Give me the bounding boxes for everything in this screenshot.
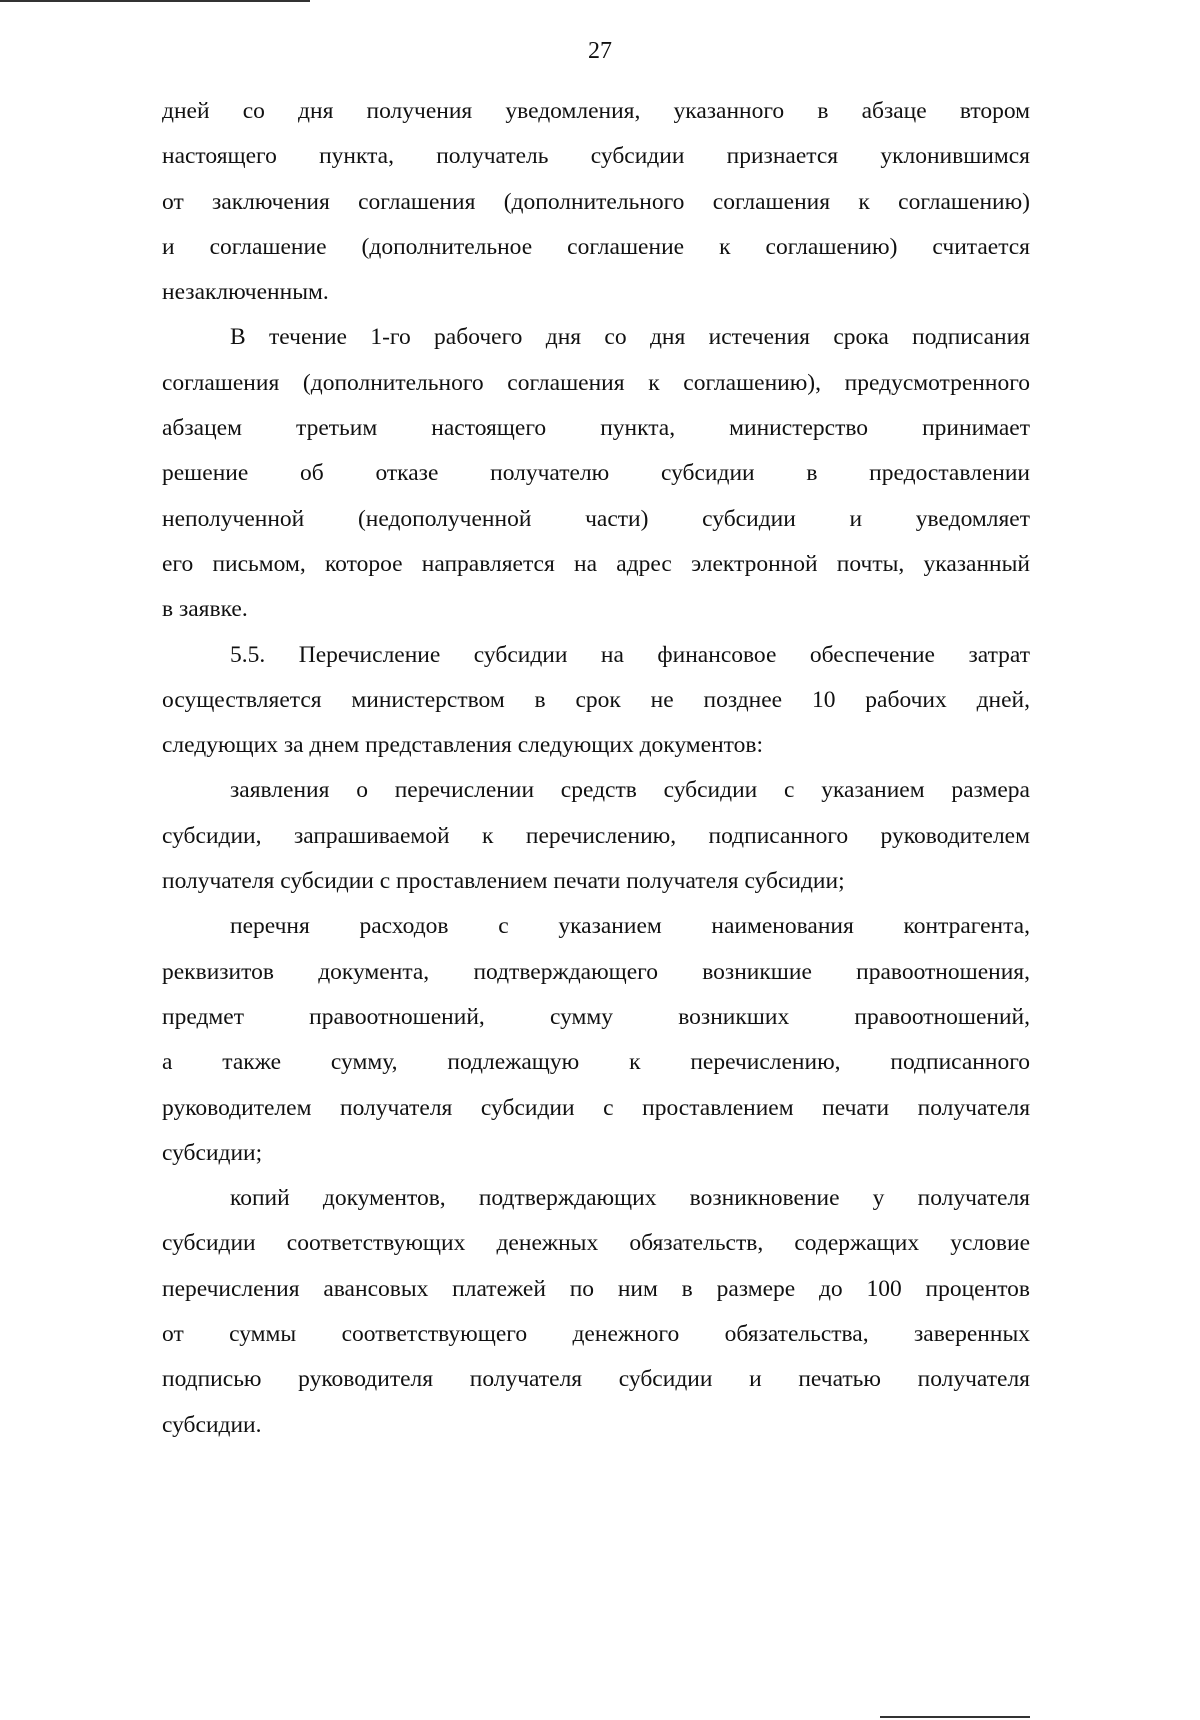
paragraph xyxy=(162,904,1030,1176)
text-line: соглашения (дополнительного соглашения к соглашению), предусмотренного xyxy=(162,369,1030,396)
page-number: 27 xyxy=(588,38,612,64)
text-line: субсидии, запрашиваемой к перечислению, подписанного руководителем xyxy=(162,822,1030,849)
text-line: субсидии; xyxy=(162,1139,263,1166)
text-line: настоящего пункта, получатель субсидии признается уклонившимся xyxy=(162,143,1030,170)
text-line: от суммы соответствующего денежного обязательства, заверенных xyxy=(162,1321,1030,1348)
text-line: незаключенным. xyxy=(162,279,329,306)
text-line: следующих за днем представления следующих документов: xyxy=(162,732,764,759)
paragraph xyxy=(162,1176,1030,1448)
text-line: в заявке. xyxy=(162,596,248,623)
text-line: его письмом, которое направляется на адрес электронной почты, указанный xyxy=(162,550,1030,577)
paragraph xyxy=(162,768,1030,904)
text-line: осуществляется министерством в срок не позднее 10 рабочих дней, xyxy=(162,686,1030,713)
text-line: получателя субсидии с проставлением печати получателя субсидии; xyxy=(162,868,845,895)
text-line: абзацем третьим настоящего пункта, министерство принимает xyxy=(162,415,1030,442)
text-line: 5.5. Перечисление субсидии на финансовое обеспечение затрат xyxy=(230,641,1030,668)
scan-artifact-bottom xyxy=(880,1716,1030,1718)
text-line: В течение 1-го рабочего дня со дня истечения срока подписания xyxy=(230,324,1030,351)
text-line: субсидии соответствующих денежных обязательств, содержащих условие xyxy=(162,1230,1030,1257)
text-line: решение об отказе получателю субсидии в предоставлении xyxy=(162,460,1030,487)
text-line: заявления о перечислении средств субсидии с указанием размера xyxy=(230,777,1030,804)
text-line: дней со дня получения уведомления, указанного в абзаце втором xyxy=(162,98,1030,124)
scan-artifact-top xyxy=(0,0,310,2)
text-line: реквизитов документа, подтверждающего возникшие правоотношения, xyxy=(162,958,1030,985)
text-line: а также сумму, подлежащую к перечислению, подписанного xyxy=(162,1049,1030,1076)
text-line: подписью руководителя получателя субсидии и печатью получателя xyxy=(162,1366,1030,1393)
text-line: предмет правоотношений, сумму возникших правоотношений, xyxy=(162,1003,1030,1030)
text-line: неполученной (недополученной части) субсидии и уведомляет xyxy=(162,505,1030,532)
document-body xyxy=(162,89,1030,1448)
paragraph xyxy=(162,89,1030,315)
paragraph xyxy=(162,315,1030,632)
text-line: и соглашение (дополнительное соглашение к соглашению) считается xyxy=(162,233,1030,260)
paragraph xyxy=(162,633,1030,769)
text-line: перечисления авансовых платежей по ним в размере до 100 процентов xyxy=(162,1275,1030,1302)
text-line: субсидии. xyxy=(162,1411,262,1438)
text-line: руководителем получателя субсидии с проставлением печати получателя xyxy=(162,1094,1030,1121)
text-line: перечня расходов с указанием наименования контрагента, xyxy=(230,913,1030,940)
text-line: от заключения соглашения (дополнительного соглашения к соглашению) xyxy=(162,188,1030,215)
text-line: копий документов, подтверждающих возникновение у получателя xyxy=(230,1185,1030,1212)
